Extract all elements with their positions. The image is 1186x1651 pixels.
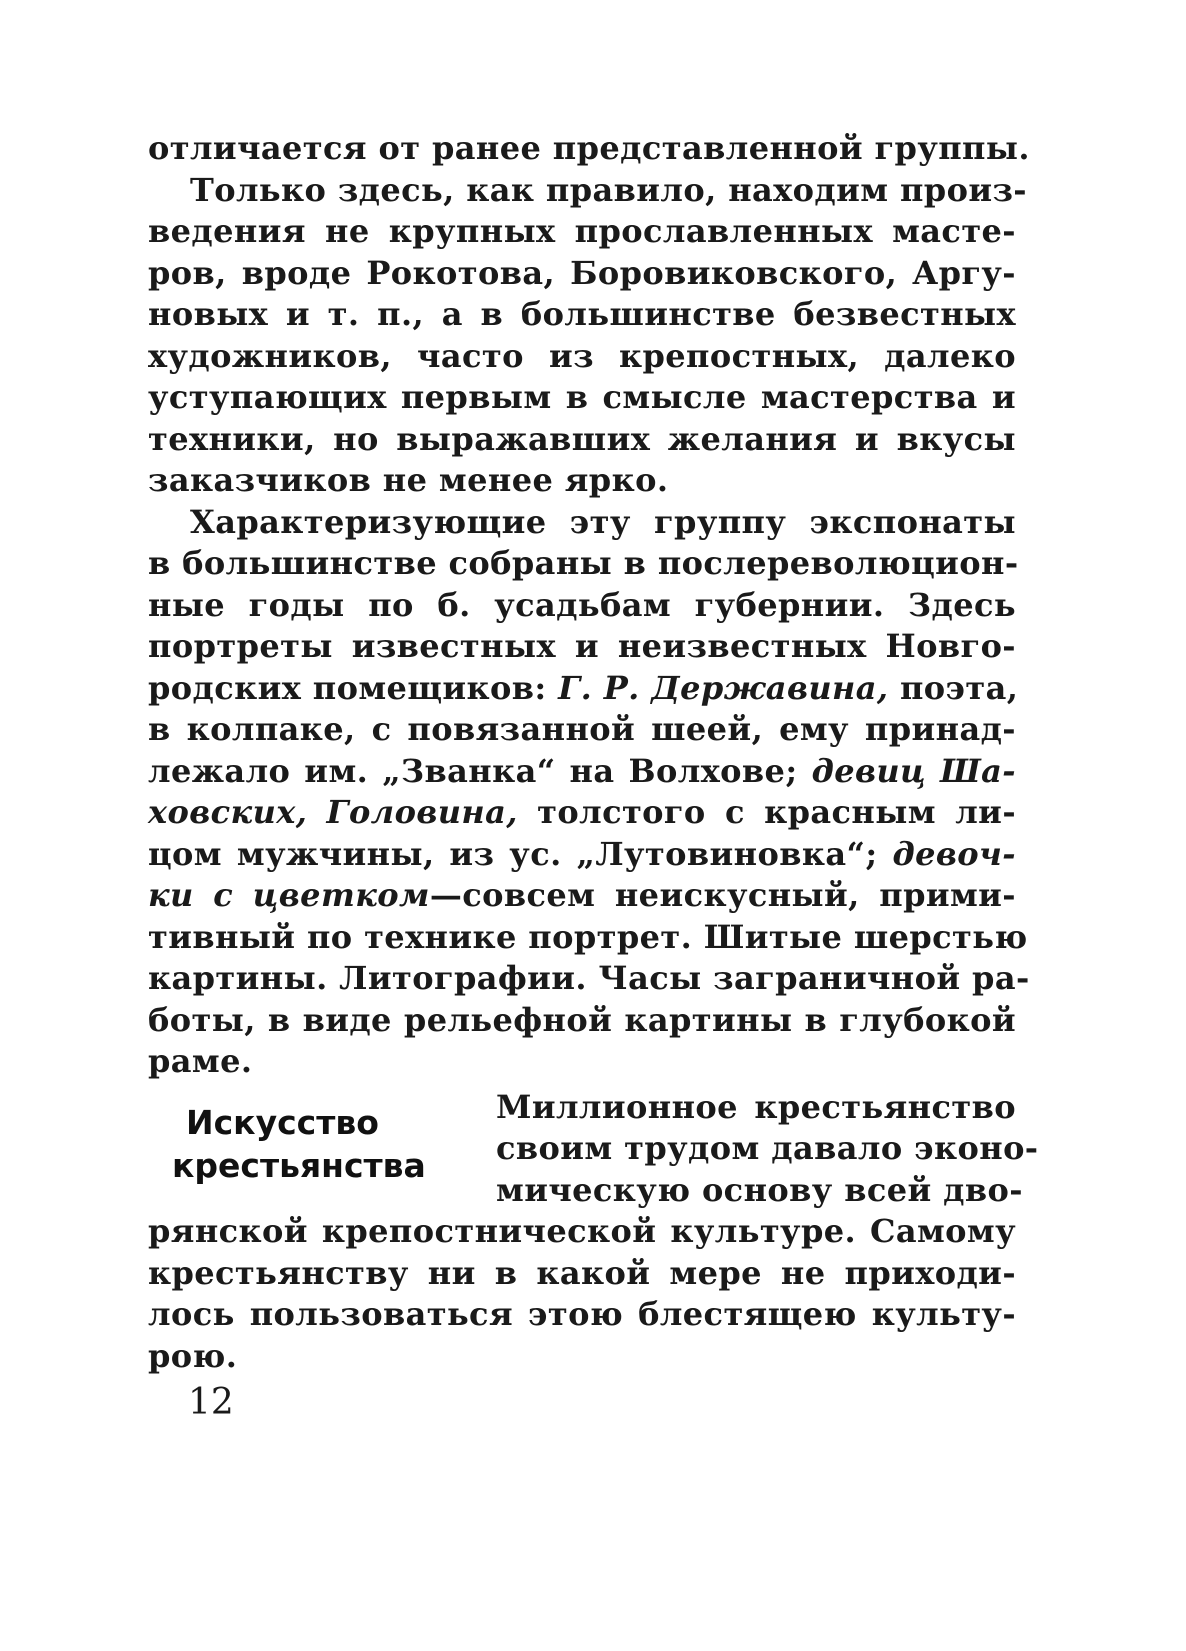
text-line: крестьянству ни в какой мере не приходи- bbox=[148, 1253, 1016, 1292]
text-line: Только здесь, как правило, находим произ- bbox=[190, 170, 1027, 209]
text-fragment: поэта, bbox=[888, 668, 1019, 707]
text-line: рянской крепостнической культуре. Самому bbox=[148, 1212, 1016, 1250]
text-line: в колпаке, с повязанной шеей, ему принад- bbox=[148, 710, 1016, 748]
text-line bbox=[148, 668, 1019, 710]
text-line: в большинстве собраны в послереволюцион- bbox=[148, 544, 1019, 582]
text-line: художников, часто из крепостных, далеко bbox=[148, 336, 1016, 375]
text-line: ные годы по б. усадьбам губернии. Здесь bbox=[148, 585, 1016, 624]
text-line: новых и т. п., а в большинстве безвестных bbox=[148, 295, 1016, 333]
text-line: заказчиков не менее ярко. bbox=[148, 461, 669, 499]
text-line bbox=[148, 792, 1016, 834]
section-heading-line: крестьянства bbox=[172, 1145, 426, 1185]
text-line: мическую основу всей дво- bbox=[496, 1170, 1023, 1209]
text-fragment: цом мужчины, из ус. „Лутовиновка“; bbox=[148, 834, 893, 873]
text-line: раме. bbox=[148, 1042, 253, 1080]
italic-name: ки с цветком bbox=[148, 876, 430, 914]
italic-name: девоч- bbox=[892, 834, 1016, 873]
text-line: Характеризующие эту группу экспонаты bbox=[190, 502, 1016, 541]
text-line: рою. bbox=[148, 1336, 238, 1375]
page-number: 12 bbox=[188, 1382, 234, 1423]
italic-name: ховских, Головина, bbox=[148, 793, 518, 831]
text-line: уступающих первым в смысле мастерства и bbox=[148, 378, 1016, 416]
paragraph-1 bbox=[148, 128, 1030, 502]
text-line: картины. Литографии. Часы заграничной ра- bbox=[148, 959, 1030, 997]
text-line: боты, в виде рельефной картины в глубокой bbox=[148, 1000, 1016, 1039]
italic-name: Г. Р. Державина, bbox=[558, 668, 889, 707]
text-line: техники, но выражавших желания и вкусы bbox=[148, 419, 1016, 458]
text-line bbox=[148, 751, 1016, 793]
text-fragment: лежало им. „Званка“ на Волхове; bbox=[148, 751, 812, 790]
text-line: Миллионное крестьянство bbox=[496, 1087, 1016, 1126]
section-peasant-art bbox=[148, 1087, 1039, 1378]
page-text bbox=[148, 128, 1039, 1377]
text-line: тивный по технике портрет. Шитые шерстью bbox=[148, 917, 1028, 956]
text-line: портреты известных и неизвестных Новго- bbox=[148, 627, 1016, 665]
text-fragment: родских помещиков: bbox=[148, 668, 559, 707]
text-line bbox=[148, 875, 1016, 917]
text-line: лось пользоваться этою блестящею культу- bbox=[148, 1295, 1016, 1333]
section-heading-line: Искусство bbox=[186, 1102, 379, 1142]
text-line: ведения не крупных прославленных масте- bbox=[148, 212, 1016, 250]
text-line: ров, вроде Рокотова, Боровиковского, Аргу- bbox=[148, 253, 1016, 292]
paragraph-2 bbox=[148, 502, 1030, 1083]
text-fragment: —совсем неискусный, прими- bbox=[429, 876, 1016, 914]
text-line bbox=[148, 834, 1016, 876]
italic-name: девиц Ша- bbox=[811, 751, 1016, 790]
section-heading bbox=[172, 1101, 436, 1187]
text-fragment: толстого с красным ли- bbox=[517, 793, 1016, 831]
text-line: своим трудом давало эконо- bbox=[496, 1129, 1039, 1167]
text-line: отличается от ранее представленной группы. bbox=[148, 129, 1030, 167]
